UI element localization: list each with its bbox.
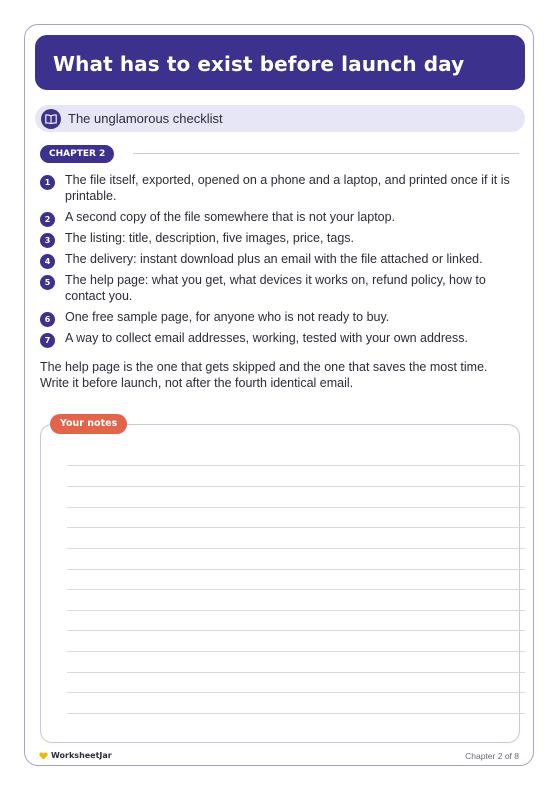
item-text: The file itself, exported, opened on a phone and a laptop, and printed once if it is printable. (65, 173, 510, 203)
subtitle-bar (35, 105, 525, 132)
header-banner (35, 35, 525, 90)
list-item (40, 230, 520, 246)
writing-line (67, 548, 525, 549)
list-item (40, 272, 520, 304)
checklist (40, 172, 520, 351)
item-number: 7 (40, 333, 55, 348)
item-text: One free sample page, for anyone who is not ready to buy. (65, 310, 390, 324)
brand-name: WorksheetJar (51, 751, 112, 760)
item-number: 4 (40, 254, 55, 269)
writing-line (67, 672, 525, 673)
writing-line (67, 527, 525, 528)
closing-paragraph: The help page is the one that gets skipped and the one that saves the most time. Write it before launch, not after the fourth identical email. (40, 360, 488, 390)
page-indicator: Chapter 2 of 8 (465, 751, 519, 761)
item-text: The delivery: instant download plus an email with the file attached or linked. (65, 252, 483, 266)
chapter-badge: CHAPTER 2 (40, 145, 114, 163)
item-text: The help page: what you get, what devices it works on, refund policy, how to contact you. (65, 273, 486, 303)
item-number: 6 (40, 312, 55, 327)
writing-line (67, 610, 525, 611)
item-number: 5 (40, 275, 55, 290)
notes-area[interactable] (40, 424, 520, 743)
item-text: The listing: title, description, five images, price, tags. (65, 231, 355, 245)
notes-label: Your notes (50, 414, 127, 434)
writing-line (67, 569, 525, 570)
item-number: 3 (40, 233, 55, 248)
writing-line (67, 713, 525, 714)
page-title: What has to exist before launch day (53, 52, 465, 76)
item-text: A second copy of the file somewhere that is not your laptop. (65, 210, 396, 224)
writing-line (67, 630, 525, 631)
list-item (40, 172, 520, 204)
writing-line (67, 486, 525, 487)
writing-line (67, 692, 525, 693)
list-item (40, 251, 520, 267)
heart-icon (39, 752, 48, 760)
writing-line (67, 651, 525, 652)
writing-line (67, 589, 525, 590)
writing-line (67, 507, 525, 508)
list-item (40, 309, 520, 325)
item-text: A way to collect email addresses, working, tested with your own address. (65, 331, 468, 345)
divider (133, 153, 519, 154)
subtitle-text: The unglamorous checklist (68, 111, 223, 126)
book-icon (41, 109, 61, 129)
list-item (40, 330, 520, 346)
worksheet-page (24, 24, 534, 766)
item-number: 1 (40, 175, 55, 190)
list-item (40, 209, 520, 225)
item-number: 2 (40, 212, 55, 227)
writing-line (67, 465, 525, 466)
